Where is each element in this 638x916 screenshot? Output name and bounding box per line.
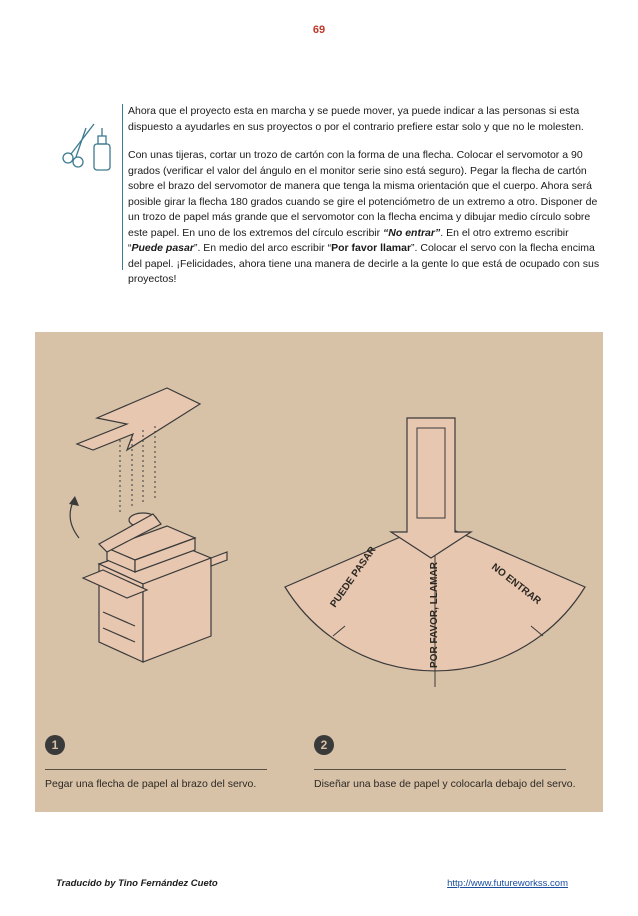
footer-link[interactable]: http://www.futureworkss.com [447,878,568,889]
tip-rule [122,104,123,270]
label-no-entrar: NO ENTRAR [489,561,543,607]
puede-pasar-emphasis: Puede pasar [131,242,194,254]
paper-arrow-drawing [77,388,200,450]
label-por-favor-llamar: POR FAVOR, LLAMAR [429,562,440,668]
scissors-glue-icon [56,116,116,182]
illustration-panel [35,332,603,812]
step-1-caption: Pegar una flecha de papel al brazo del servo. [45,778,257,790]
tip-paragraph-1: Ahora que el proyecto esta en marcha y se puede mover, ya puede indicar a las personas si esta dispuesto a ayudarles en sus proyectos o por el contrario prefiere estar solo y que no le molesten. [128,105,584,133]
tip-text [128,104,606,299]
footer-credit: Traducido by Tino Fernández Cueto [56,878,218,889]
page-number: 69 [312,24,326,36]
step-2-number: 2 [314,735,334,755]
label-puede-pasar: PUEDE PASAR [328,544,379,610]
rotation-arrow-icon [70,502,79,538]
no-entrar-emphasis: “No entrar” [383,226,441,239]
step-2-caption: Diseñar una base de papel y colocarla debajo del servo. [314,778,576,790]
servo-drawing [83,513,227,662]
step-2-line [314,769,566,770]
step-1-number: 1 [45,735,65,755]
step-1-line [45,769,267,770]
por-favor-llamar-emphasis: Por favor llamar [331,242,412,254]
tip-paragraph-2: Con unas tijeras, cortar un trozo de cartón con la forma de una flecha. Colocar el servomotor a 90 grados (verificar el valor del ángulo en el monitor serie sino está seguro). Pegar la flecha de cartón sobre el brazo del servomotor de manera que tenga la misma orientación que el cuerpo. Ahora será posible girar la flecha 180 grados cuando se gire el potenciómetro de un extremo a otro. Disponer de un trozo de papel más grande que el servomotor con la flecha encima y dibujar medio círculo sobre este papel. En uno de los extremos del círculo escribir “No entrar”. En el otro extremo escribir “Puede pasar”. En medio del arco escribir “Por favor llamar”. Colocar el servo con la flecha encima del papel. ¡Felicidades, ahora tiene una manera de decirle a la gente lo que está de ocupado con sus proyectos! [128,149,600,285]
